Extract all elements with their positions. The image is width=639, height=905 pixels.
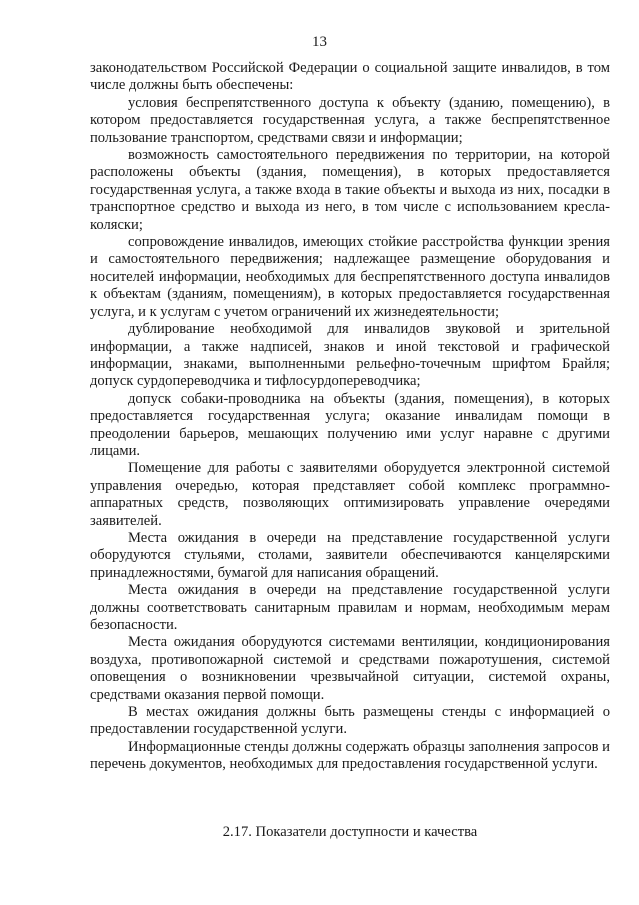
paragraph-escort: сопровождение инвалидов, имеющих стойкие расстройства функции зрения и самостоятельного передвижения; надлежащее размещение оборудования и носителей информации, необходимых для беспрепятственного доступа инвалидов к объектам (зданиям, помещениям), в которых предоставляется государственная услуга, и к услугам с учетом ограничений их жизнедеятельности; <box>90 234 610 320</box>
document-body <box>90 60 610 774</box>
paragraph-waiting-furniture: Места ожидания в очереди на представление государственной услуги оборудуются стульями, столами, заявители обеспечиваются канцелярскими принадлежностями, бумагой для написания обращений. <box>90 529 610 581</box>
paragraph-guide-dog: допуск собаки-проводника на объекты (здания, помещения), в которых предоставляется государственная услуга; оказание инвалидам помощи в преодолении барьеров, мешающих получению ими услуг наравне с другими лицами. <box>90 390 610 459</box>
paragraph-access-conditions: условия беспрепятственного доступа к объекту (зданию, помещению), в котором предоставляется государственная услуга, а также беспрепятственное пользование транспортом, средствами связи и информации; <box>90 94 610 146</box>
paragraph-independent-movement: возможность самостоятельного передвижения по территории, на которой расположены объекты (здания, помещения), в которых предоставляется государственная услуга, а также входа в такие объекты и выхода из них, посадки в транспортное средство и выхода из него, в том числе с использованием кресла-коляски; <box>90 147 610 233</box>
paragraph-stand-contents: Информационные стенды должны содержать образцы заполнения запросов и перечень документов, необходимых для предоставления государственной услуги. <box>90 738 610 773</box>
section-heading: 2.17. Показатели доступности и качества <box>222 824 478 840</box>
paragraph-queue-system: Помещение для работы с заявителями оборудуется электронной системой управления очередью, которая представляет собой комплекс программно-аппаратных средств, позволяющих оптимизировать управление очередями заявителей. <box>90 460 610 529</box>
paragraph-waiting-systems: Места ожидания оборудуются системами вентиляции, кондиционирования воздуха, противопожарной системой и средствами пожаротушения, системой оповещения о возникновении чрезвычайной ситуации, системой охраны, средствами оказания первой помощи. <box>90 634 610 703</box>
page-number: 13 <box>312 34 327 50</box>
paragraph-continuation: законодательством Российской Федерации о социальной защите инвалидов, в том числе должны быть обеспечены: <box>90 60 610 94</box>
paragraph-info-stands: В местах ожидания должны быть размещены стенды с информацией о предоставлении государственной услуги. <box>90 704 610 738</box>
paragraph-duplication: дублирование необходимой для инвалидов звуковой и зрительной информации, а также надписей, знаков и иной текстовой и графической информации, знаками, выполненными рельефно-точечным шрифтом Брайля; допуск сурдопереводчика и тифлосурдопереводчика; <box>90 321 610 390</box>
paragraph-waiting-sanitary: Места ожидания в очереди на представление государственной услуги должны соответствовать санитарным правилам и нормам, необходимым мерам безопасности. <box>90 582 610 633</box>
